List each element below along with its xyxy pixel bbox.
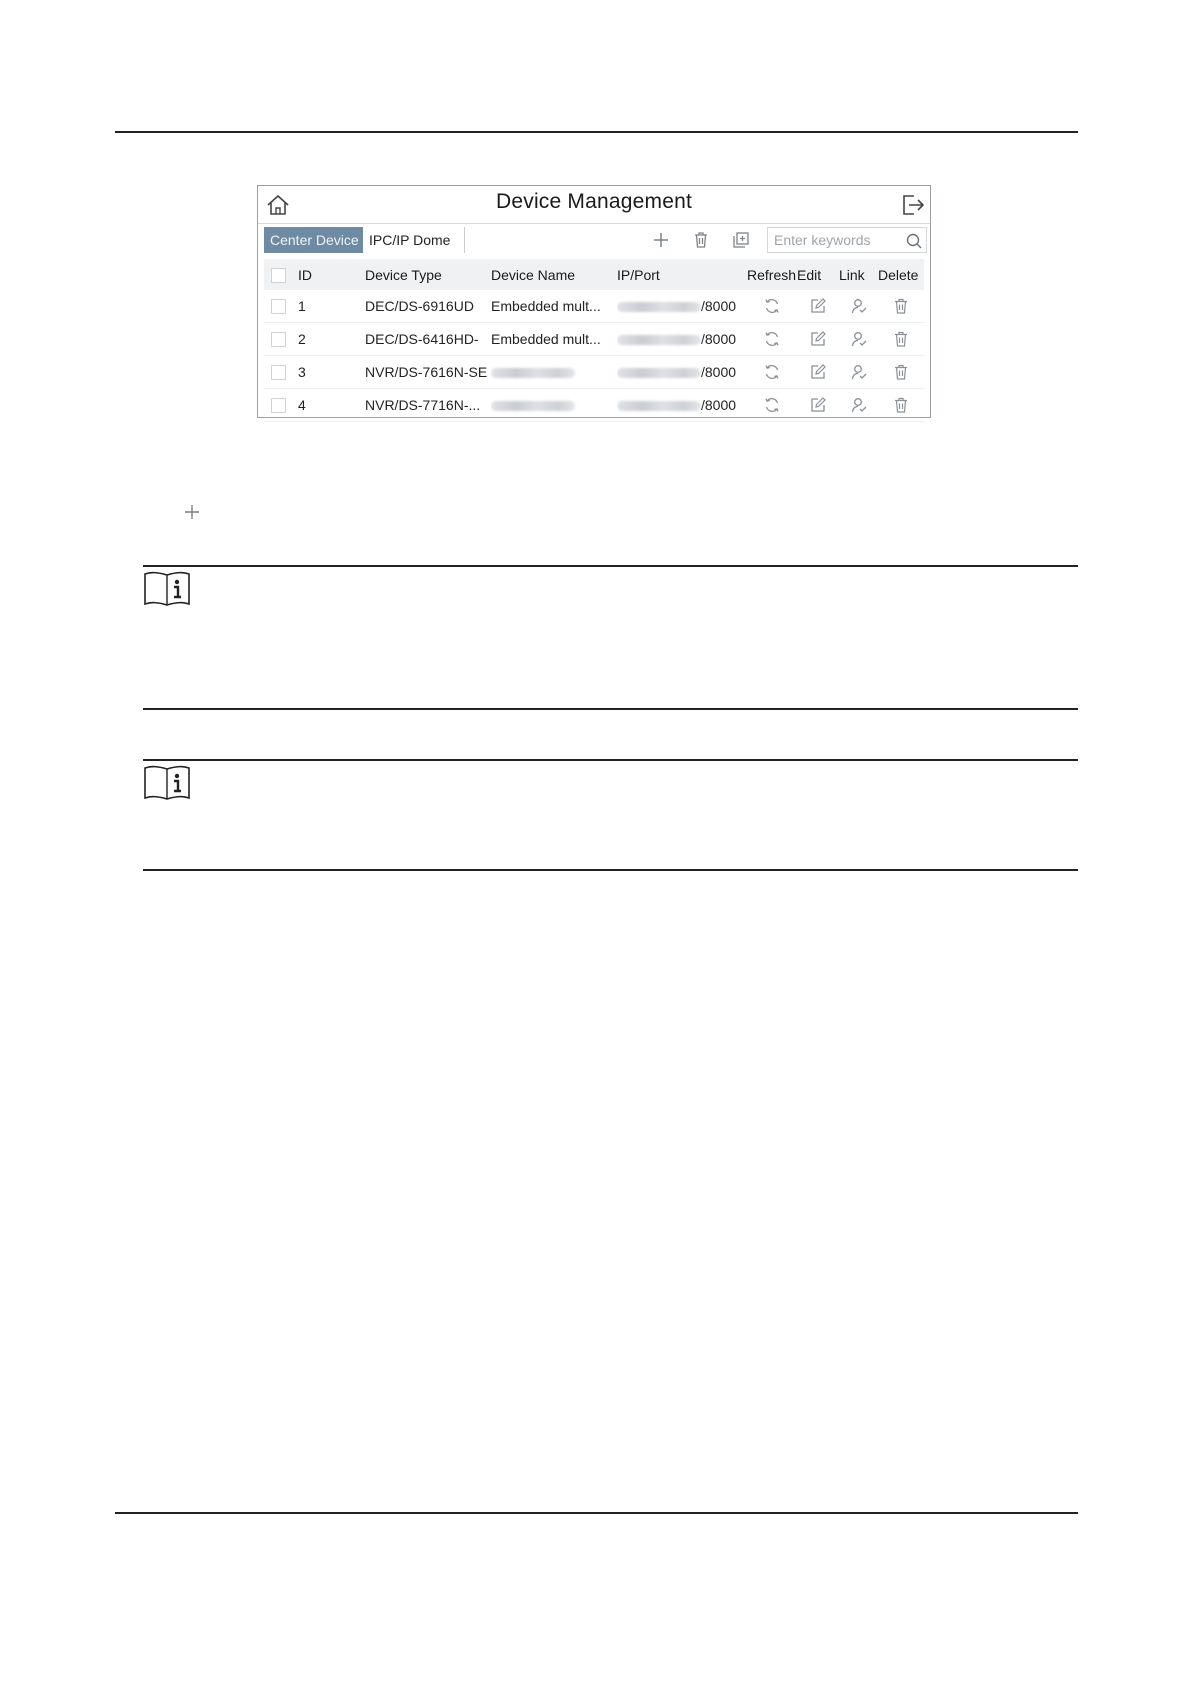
port: /8000: [701, 298, 737, 314]
note-1-bottom-rule: [143, 708, 1078, 710]
device-id: 3: [298, 356, 365, 389]
table-row[interactable]: [264, 356, 924, 389]
edit-icon[interactable]: [809, 297, 827, 315]
exit-icon[interactable]: [900, 192, 926, 218]
header-rule: [115, 131, 1078, 133]
add-icon-inline: [183, 503, 201, 521]
device-name: Embedded mult...: [491, 323, 617, 356]
refresh-icon[interactable]: [763, 297, 781, 315]
delete-cell: [878, 323, 924, 356]
row-select-cell: [264, 323, 298, 356]
note-2-top-rule: [143, 759, 1078, 761]
port: /8000: [701, 364, 737, 380]
row-checkbox[interactable]: [271, 365, 286, 380]
port: /8000: [701, 331, 737, 347]
ip-port: [617, 323, 747, 356]
delete-all-icon[interactable]: [691, 230, 711, 250]
device-type: NVR/DS-7616N-SE: [365, 356, 491, 389]
refresh-cell: [747, 323, 797, 356]
link-user-icon[interactable]: [850, 297, 868, 315]
device-name: [491, 389, 617, 422]
link-user-icon[interactable]: [850, 330, 868, 348]
device-id: 2: [298, 323, 365, 356]
edit-icon[interactable]: [809, 396, 827, 414]
add-icon[interactable]: [651, 230, 671, 250]
note-2-bottom-rule: [143, 869, 1078, 871]
col-id: ID: [298, 259, 365, 290]
col-ip-port: IP/Port: [617, 259, 747, 290]
edit-cell: [797, 389, 839, 422]
edit-cell: [797, 290, 839, 323]
redacted-device-name: [491, 368, 575, 378]
select-all-checkbox[interactable]: [271, 268, 286, 283]
col-device-type: Device Type: [365, 259, 491, 290]
refresh-icon[interactable]: [763, 363, 781, 381]
note-book-icon: [143, 765, 191, 801]
delete-icon[interactable]: [892, 363, 910, 381]
search-icon: [905, 232, 923, 250]
redacted-ip: [617, 335, 701, 345]
table-header: [264, 259, 924, 290]
redacted-ip: [617, 368, 701, 378]
edit-icon[interactable]: [809, 330, 827, 348]
toolbar: [264, 227, 924, 255]
device-id: 4: [298, 389, 365, 422]
delete-icon[interactable]: [892, 330, 910, 348]
col-delete: Delete: [878, 259, 924, 290]
delete-cell: [878, 290, 924, 323]
row-select-cell: [264, 290, 298, 323]
dialog-title: Device Management: [496, 190, 692, 213]
link-cell: [839, 290, 878, 323]
refresh-cell: [747, 356, 797, 389]
redacted-ip: [617, 302, 701, 312]
tab-ipc-ip-dome[interactable]: IPC/IP Dome: [363, 227, 465, 253]
col-refresh: Refresh: [747, 259, 797, 290]
link-cell: [839, 356, 878, 389]
col-device-name: Device Name: [491, 259, 617, 290]
device-table: [264, 259, 924, 422]
device-type: DEC/DS-6916UD: [365, 290, 491, 323]
note-1-top-rule: [143, 565, 1078, 567]
row-checkbox[interactable]: [271, 299, 286, 314]
device-name: Embedded mult...: [491, 290, 617, 323]
row-checkbox[interactable]: [271, 332, 286, 347]
search-input[interactable]: [767, 227, 902, 253]
ip-port: [617, 290, 747, 323]
table-row[interactable]: [264, 323, 924, 356]
delete-cell: [878, 389, 924, 422]
refresh-icon[interactable]: [763, 396, 781, 414]
select-all-cell: [264, 259, 298, 290]
table-row[interactable]: [264, 290, 924, 323]
table-row[interactable]: [264, 389, 924, 422]
edit-icon[interactable]: [809, 363, 827, 381]
title-bar: [258, 186, 930, 224]
delete-cell: [878, 356, 924, 389]
row-select-cell: [264, 356, 298, 389]
refresh-cell: [747, 389, 797, 422]
device-name: [491, 356, 617, 389]
device-type: NVR/DS-7716N-...: [365, 389, 491, 422]
note-book-icon: [143, 571, 191, 607]
redacted-ip: [617, 401, 701, 411]
ip-port: [617, 389, 747, 422]
search-button[interactable]: [901, 227, 927, 253]
device-id: 1: [298, 290, 365, 323]
device-management-window: [257, 185, 931, 418]
edit-cell: [797, 356, 839, 389]
col-link: Link: [839, 259, 878, 290]
tab-center-device[interactable]: Center Device: [264, 227, 363, 253]
delete-icon[interactable]: [892, 297, 910, 315]
redacted-device-name: [491, 401, 575, 411]
footer-rule: [115, 1512, 1078, 1514]
row-checkbox[interactable]: [271, 398, 286, 413]
link-user-icon[interactable]: [850, 363, 868, 381]
port: /8000: [701, 397, 737, 413]
device-type: DEC/DS-6416HD-: [365, 323, 491, 356]
batch-icon[interactable]: [731, 230, 751, 250]
refresh-cell: [747, 290, 797, 323]
refresh-icon[interactable]: [763, 330, 781, 348]
col-edit: Edit: [797, 259, 839, 290]
link-cell: [839, 389, 878, 422]
edit-cell: [797, 323, 839, 356]
ip-port: [617, 356, 747, 389]
row-select-cell: [264, 389, 298, 422]
link-user-icon[interactable]: [850, 396, 868, 414]
link-cell: [839, 323, 878, 356]
delete-icon[interactable]: [892, 396, 910, 414]
